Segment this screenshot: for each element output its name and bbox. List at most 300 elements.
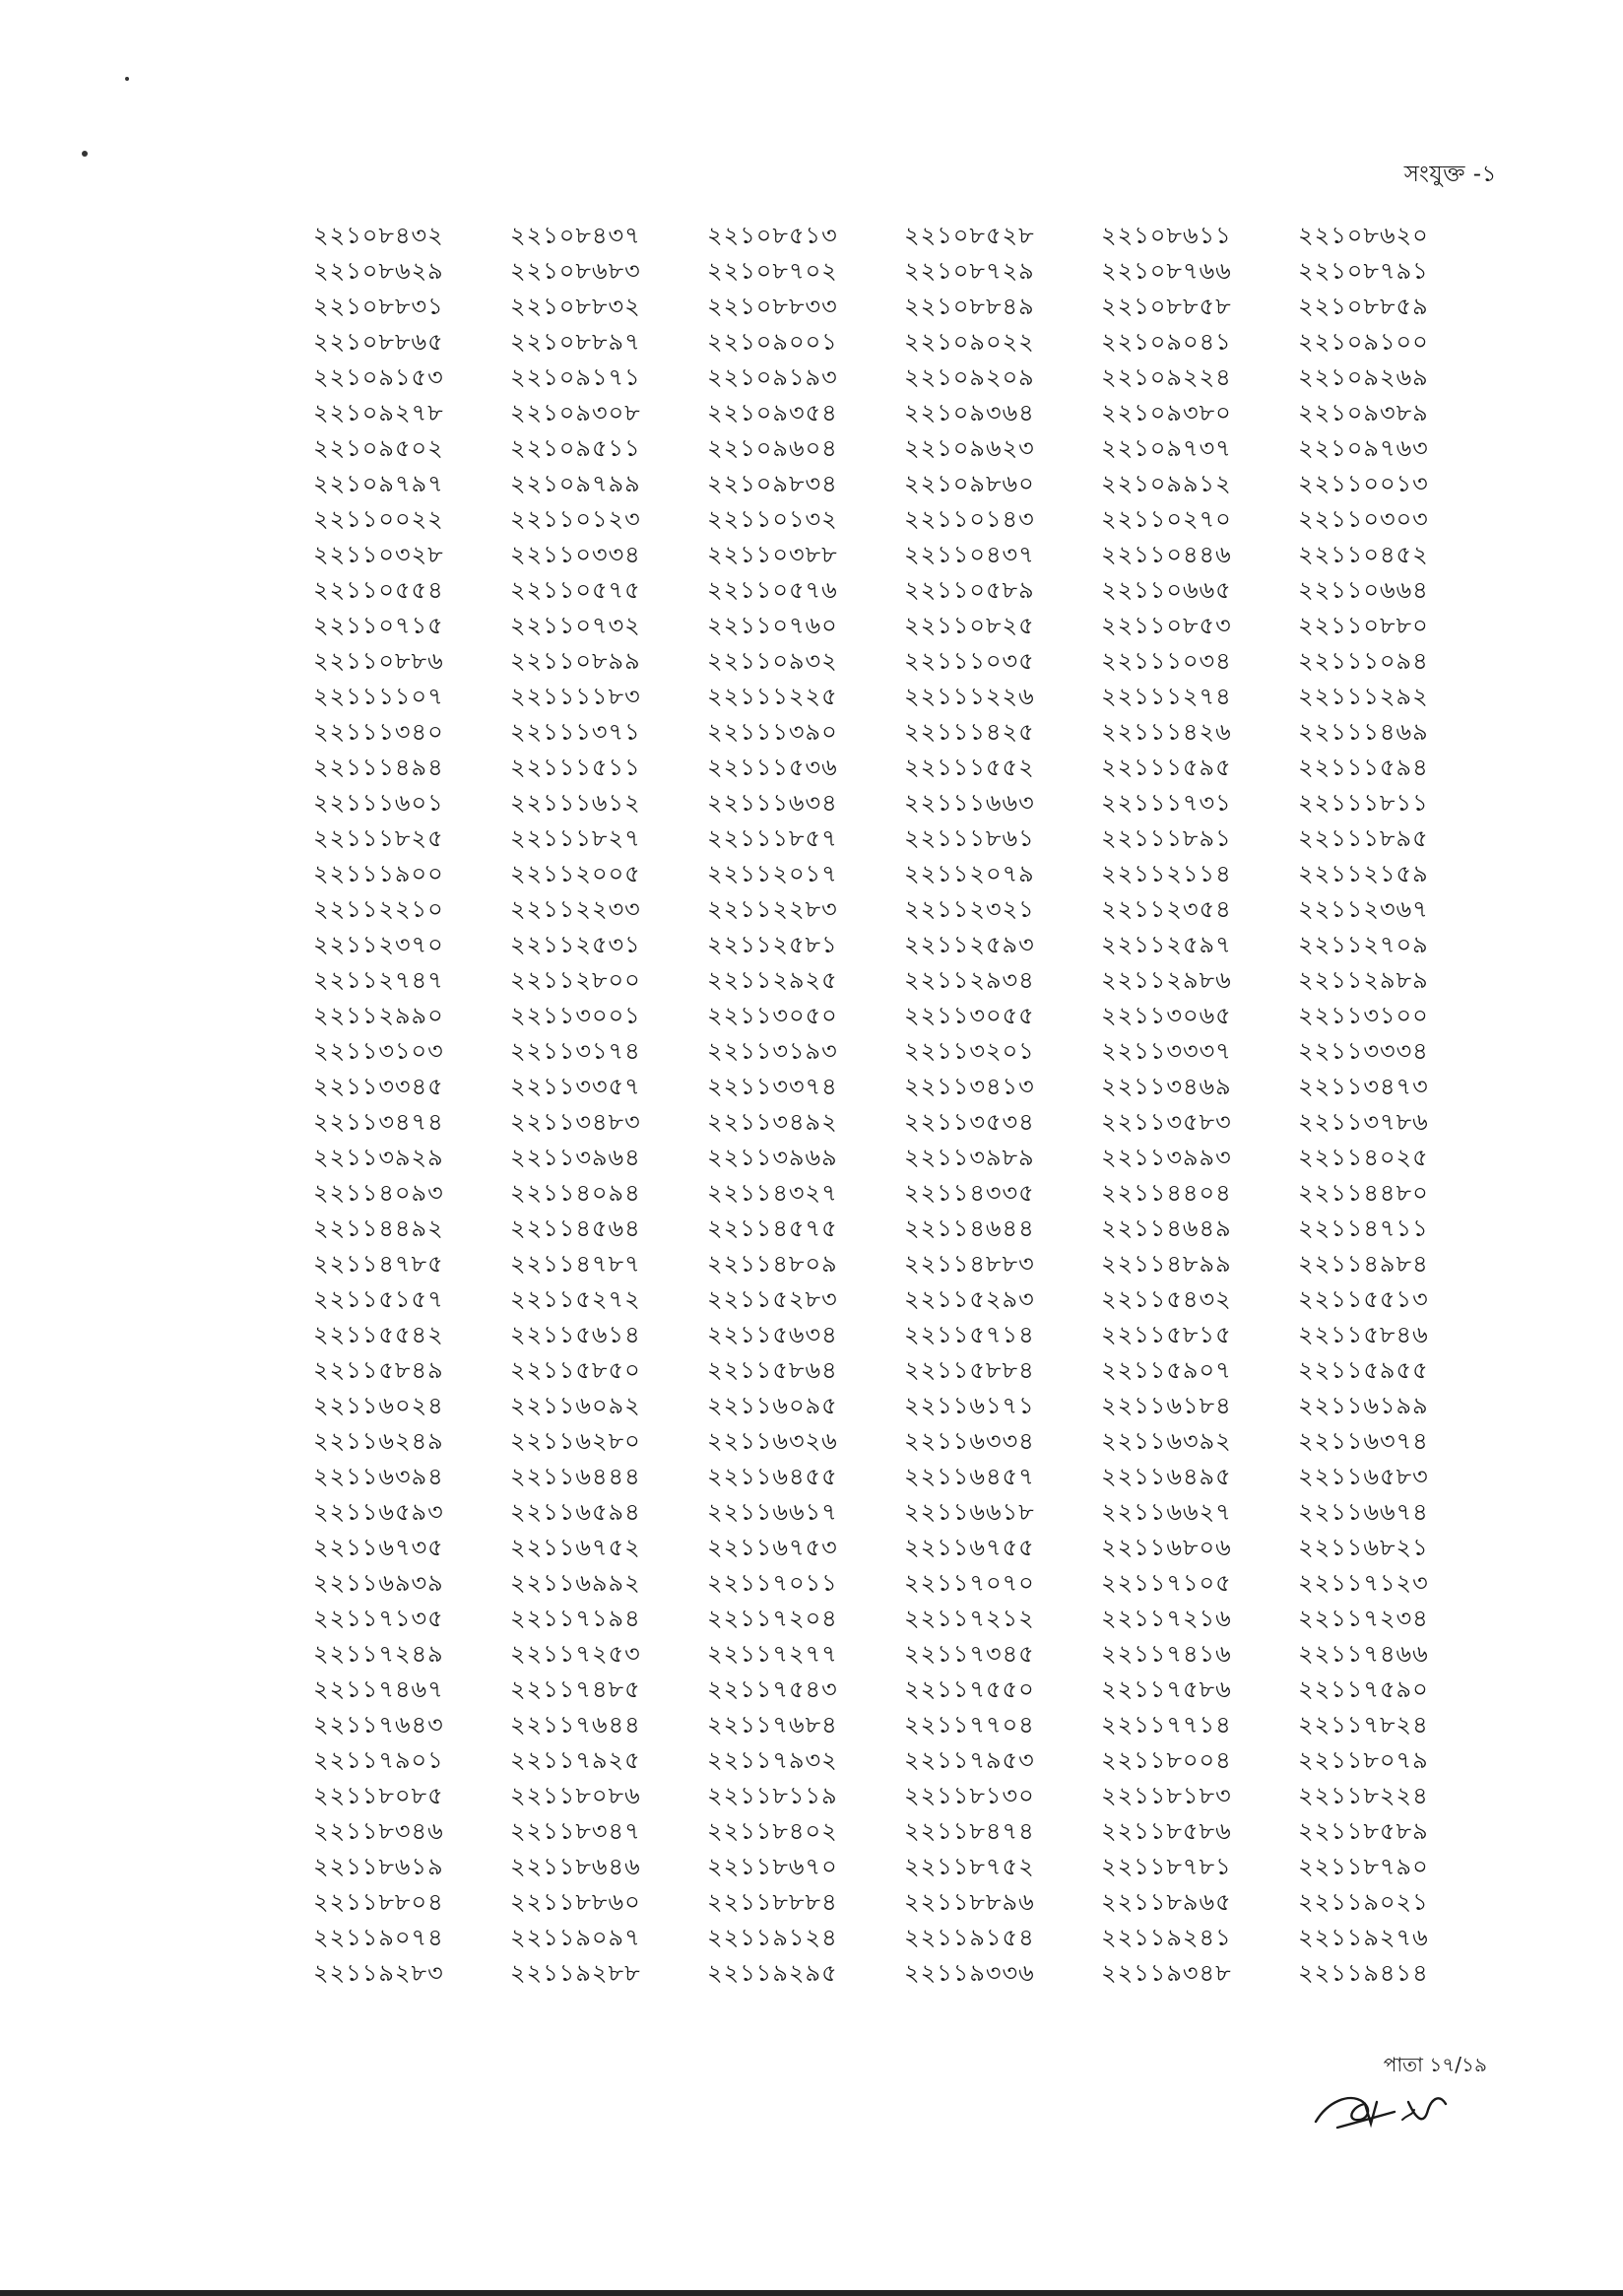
- roll-number-cell: ২২১১০৭৩২: [510, 612, 641, 639]
- roll-number-cell: ২২১০৯৬০৪: [707, 434, 838, 462]
- roll-number-cell: ২২১১৭৩৪৫: [904, 1640, 1035, 1668]
- roll-number-cell: ২২১১৫৮৪৬: [1298, 1321, 1429, 1348]
- roll-number-cell: ২২১১৯২৭৬: [1298, 1924, 1429, 1951]
- roll-number-cell: ২২১১০০১৩: [1298, 470, 1429, 497]
- roll-number-cell: ২২১১১১৮৩: [510, 683, 641, 710]
- roll-number-cell: ২২১১৬৬২৭: [1101, 1498, 1232, 1526]
- roll-number-cell: ২২১১৮৮৮৪: [707, 1888, 838, 1916]
- roll-number-cell: ২২১১৮০৮৬: [510, 1782, 641, 1809]
- roll-number-cell: ২২১১৩৫৩৪: [904, 1108, 1035, 1136]
- roll-number-cell: ২২১১২৭৪৭: [313, 966, 444, 994]
- roll-number-cell: ২২১১৬৯৩৯: [313, 1569, 444, 1597]
- roll-number-cell: ২২১১৭৫৫০: [904, 1675, 1035, 1703]
- roll-number-cell: ২২১১৫৮৮৪: [904, 1356, 1035, 1384]
- roll-number-cell: ২২১১৩০৫০: [707, 1002, 838, 1029]
- roll-number-cell: ২২১১০৮৮০: [1298, 612, 1429, 639]
- roll-number-cell: ২২১১৪৪০৪: [1101, 1179, 1232, 1207]
- roll-number-cell: ২২১১৫৫৪২: [313, 1321, 444, 1348]
- roll-number-cell: ২২১০৯২৭৮: [313, 399, 444, 426]
- roll-number-cell: ২২১১১৪৬৯: [1298, 718, 1429, 746]
- roll-number-cell: ২২১০৯৭৯৯: [510, 470, 641, 497]
- roll-number-cell: ২২১০৯৩৮০: [1101, 399, 1232, 426]
- roll-number-cell: ২২১১৬৫৯৩: [313, 1498, 444, 1526]
- roll-number-cell: ২২১১৬৮২১: [1298, 1534, 1429, 1561]
- roll-number-cell: ২২১১৩৩৩৪: [1298, 1037, 1429, 1065]
- roll-number-cell: ২২১১৬৪৯৫: [1101, 1463, 1232, 1490]
- roll-number-cell: ২২১১১৩৭১: [510, 718, 641, 746]
- roll-number-cell: ২২১১৫৯৫৫: [1298, 1356, 1429, 1384]
- roll-number-cell: ২২১০৮৬২০: [1298, 222, 1429, 249]
- roll-number-cell: ২২১১৮৪০২: [707, 1817, 838, 1845]
- roll-number-cell: ২২১১০৪৪৬: [1101, 541, 1232, 568]
- roll-number-cell: ২২১১১৮৫৭: [707, 824, 838, 852]
- roll-number-cell: ২২১১৮৬৭০: [707, 1853, 838, 1880]
- roll-number-cell: ২২১১৮৭৮১: [1101, 1853, 1232, 1880]
- roll-number-cell: ২২১১৬০৯৫: [707, 1392, 838, 1419]
- roll-number-cell: ২২১১০৬৬৫: [1101, 576, 1232, 604]
- roll-number-cell: ২২১১৪৭১১: [1298, 1214, 1429, 1242]
- roll-number-cell: ২২১০৮৬২৯: [313, 257, 444, 285]
- roll-number-cell: ২২১০৮৪৩৭: [510, 222, 641, 249]
- roll-number-cell: ২২১১৩২০১: [904, 1037, 1035, 1065]
- roll-number-cell: ২২১১৪৬৪৪: [904, 1214, 1035, 1242]
- roll-number-cell: ২২১১০৪৩৭: [904, 541, 1035, 568]
- roll-number-cell: ২২১১১৯০০: [313, 860, 444, 887]
- roll-number-cell: ২২১১৭৫৮৬: [1101, 1675, 1232, 1703]
- roll-number-cell: ২২১০৮৭৯১: [1298, 257, 1429, 285]
- roll-number-cell: ২২১১০৭১৫: [313, 612, 444, 639]
- roll-number-cell: ২২১০৮৮৯৭: [510, 328, 641, 356]
- roll-number-cell: ২২১১৪০৯৩: [313, 1179, 444, 1207]
- roll-number-cell: ২২১১১৫৯৫: [1101, 754, 1232, 781]
- roll-number-cell: ২২১০৮৮৪৯: [904, 293, 1035, 320]
- roll-number-cell: ২২১১৫৮১৫: [1101, 1321, 1232, 1348]
- roll-number-cell: ২২১১২৯৮৬: [1101, 966, 1232, 994]
- roll-number-cell: ২২১১১৪২৬: [1101, 718, 1232, 746]
- roll-number-cell: ২২১১৪৭৮৭: [510, 1250, 641, 1278]
- roll-number-cell: ২২১০৯২২৪: [1101, 363, 1232, 391]
- roll-number-cell: ২২১১৭১৯৪: [510, 1605, 641, 1632]
- roll-number-cell: ২২১১৭৪৬৭: [313, 1675, 444, 1703]
- roll-number-grid: [313, 218, 1495, 1991]
- roll-number-cell: ২২১১৩৪৬৯: [1101, 1073, 1232, 1100]
- roll-number-cell: ২২১০৯১৫৩: [313, 363, 444, 391]
- roll-number-cell: ২২১১৭৭১৪: [1101, 1711, 1232, 1738]
- roll-number-cell: ২২১১৯৩৪৮: [1101, 1959, 1232, 1987]
- roll-number-cell: ২২১১৮১১৯: [707, 1782, 838, 1809]
- roll-number-cell: ২২১১৩৪১৩: [904, 1073, 1035, 1100]
- roll-number-cell: ২২১১৩৩৫৭: [510, 1073, 641, 1100]
- roll-number-cell: ২২১১১৭৩১: [1101, 789, 1232, 817]
- roll-number-cell: ২২১০৯৩৬৪: [904, 399, 1035, 426]
- roll-number-cell: ২২১১২৫৩১: [510, 931, 641, 958]
- roll-number-cell: ২২১১৯২৮৮: [510, 1959, 641, 1987]
- roll-number-cell: ২২১১৬৩২৬: [707, 1427, 838, 1455]
- roll-number-cell: ২২১১৮৩৪৭: [510, 1817, 641, 1845]
- roll-number-cell: ২২১১৩৯৬৪: [510, 1144, 641, 1171]
- roll-number-cell: ২২১১৯৩৩৬: [904, 1959, 1035, 1987]
- roll-number-cell: ২২১১৬৭৫২: [510, 1534, 641, 1561]
- roll-number-cell: ২২১১০৬৬৪: [1298, 576, 1429, 604]
- roll-number-cell: ২২১১২৩৬৭: [1298, 895, 1429, 923]
- roll-number-cell: ২২১১১৪২৫: [904, 718, 1035, 746]
- roll-number-cell: ২২১১৯১৫৪: [904, 1924, 1035, 1951]
- roll-number-cell: ২২১১২২৩৩: [510, 895, 641, 923]
- roll-number-cell: ২২১১৪৬৪৯: [1101, 1214, 1232, 1242]
- roll-number-cell: ২২১১১৫৫২: [904, 754, 1035, 781]
- scan-speck: [125, 77, 129, 81]
- scan-edge-bar: [0, 2290, 1623, 2296]
- roll-number-cell: ২২১১২১১৪: [1101, 860, 1232, 887]
- roll-number-cell: ২২১১৭৭০৪: [904, 1711, 1035, 1738]
- roll-number-cell: ২২১১৭২৫৩: [510, 1640, 641, 1668]
- roll-number-cell: ২২১১৭২৩৪: [1298, 1605, 1429, 1632]
- roll-number-cell: ২২১১৩৯৮৯: [904, 1144, 1035, 1171]
- roll-number-cell: ২২১১০৮৯৯: [510, 647, 641, 675]
- roll-number-cell: ২২১০৮৪৩২: [313, 222, 444, 249]
- roll-number-cell: ২২১১৩৪৯২: [707, 1108, 838, 1136]
- roll-number-cell: ২২১১৪৮৮৩: [904, 1250, 1035, 1278]
- page-number: পাতা ১৭/১৯: [1383, 2053, 1487, 2076]
- roll-number-cell: ২২১০৯৫১১: [510, 434, 641, 462]
- roll-number-cell: ২২১১৭২০৪: [707, 1605, 838, 1632]
- roll-number-cell: ২২১১৭১০৫: [1101, 1569, 1232, 1597]
- roll-number-cell: ২২১১৪০৯৪: [510, 1179, 641, 1207]
- roll-number-cell: ২২১১৭৪৬৬: [1298, 1640, 1429, 1668]
- roll-number-cell: ২২১১৯০৯৭: [510, 1924, 641, 1951]
- roll-number-cell: ২২১১০৫৭৬: [707, 576, 838, 604]
- roll-number-cell: ২২১১০৯৩২: [707, 647, 838, 675]
- roll-number-cell: ২২১১৩৪৮৩: [510, 1108, 641, 1136]
- roll-number-cell: ২২১১৩৭৮৬: [1298, 1108, 1429, 1136]
- roll-number-cell: ২২১১৫৮৪৯: [313, 1356, 444, 1384]
- roll-number-cell: ২২১০৯৭৯৭: [313, 470, 444, 497]
- roll-number-cell: ২২১১৩৩৩৭: [1101, 1037, 1232, 1065]
- roll-number-cell: ২২১০৮৭০২: [707, 257, 838, 285]
- roll-number-cell: ২২১১৫৮৬৪: [707, 1356, 838, 1384]
- roll-number-cell: ২২১০৯৯১২: [1101, 470, 1232, 497]
- roll-number-cell: ২২১১৩৯৬৯: [707, 1144, 838, 1171]
- roll-number-cell: ২২১১৩৪৭৪: [313, 1108, 444, 1136]
- roll-number-cell: ২২১১২৫৯৩: [904, 931, 1035, 958]
- roll-number-cell: ২২১১৭৬৮৪: [707, 1711, 838, 1738]
- roll-number-cell: ২২১১০৩৩৪: [510, 541, 641, 568]
- roll-number-cell: ২২১১৫৮৫০: [510, 1356, 641, 1384]
- roll-number-cell: ২২১১৫৫১৩: [1298, 1285, 1429, 1313]
- roll-number-cell: ২২১০৯২০৯: [904, 363, 1035, 391]
- roll-number-cell: ২২১১২৮০০: [510, 966, 641, 994]
- roll-number-cell: ২২১১৬৭৩৫: [313, 1534, 444, 1561]
- roll-number-cell: ২২১১৮০০৪: [1101, 1746, 1232, 1774]
- roll-number-cell: ২২১১৩৩৪৫: [313, 1073, 444, 1100]
- roll-number-cell: ২২১১৭৫৪৩: [707, 1675, 838, 1703]
- roll-number-cell: ২২১১৫২৭২: [510, 1285, 641, 1313]
- roll-number-cell: ২২১০৮৫২৮: [904, 222, 1035, 249]
- roll-number-cell: ২২১১৪৫৭৫: [707, 1214, 838, 1242]
- roll-number-cell: ২২১১৩৫৮৩: [1101, 1108, 1232, 1136]
- roll-number-cell: ২২১১৯০২১: [1298, 1888, 1429, 1916]
- roll-number-cell: ২২১০৯১০০: [1298, 328, 1429, 356]
- roll-number-cell: ২২১১৮০৮৫: [313, 1782, 444, 1809]
- roll-number-cell: ২২১১১০৯৪: [1298, 647, 1429, 675]
- roll-number-cell: ২২১১৮৬৪৬: [510, 1853, 641, 1880]
- roll-number-cell: ২২১১২০১৭: [707, 860, 838, 887]
- roll-number-cell: ২২১০৮৭২৯: [904, 257, 1035, 285]
- signature: [1308, 2080, 1485, 2143]
- roll-number-cell: ২২১০৯০০১: [707, 328, 838, 356]
- roll-number-cell: ২২১১৭৯০১: [313, 1746, 444, 1774]
- roll-number-cell: ২২১১০৮৮৬: [313, 647, 444, 675]
- roll-number-cell: ২২১১২৫৮১: [707, 931, 838, 958]
- roll-number-cell: ২২১১৮১৮৩: [1101, 1782, 1232, 1809]
- roll-number-cell: ২২১১০১৩২: [707, 505, 838, 533]
- roll-number-cell: ২২১১০২৭০: [1101, 505, 1232, 533]
- roll-number-cell: ২২১১০৮৫৩: [1101, 612, 1232, 639]
- roll-number-cell: ২২১০৯৭৩৭: [1101, 434, 1232, 462]
- roll-number-cell: ২২১১৯০৭৪: [313, 1924, 444, 1951]
- roll-number-cell: ২২১১৪৩২৭: [707, 1179, 838, 1207]
- roll-number-cell: ২২১০৯৮৬০: [904, 470, 1035, 497]
- roll-number-cell: ২২১১৭৬৪৪: [510, 1711, 641, 1738]
- roll-number-cell: ২২১১৫৯০৭: [1101, 1356, 1232, 1384]
- roll-number-cell: ২২১১৯২৪১: [1101, 1924, 1232, 1951]
- roll-number-cell: ২২১০৯৬২৩: [904, 434, 1035, 462]
- roll-number-cell: ২২১১১৩৪০: [313, 718, 444, 746]
- scan-speck: [82, 151, 88, 157]
- roll-number-cell: ২২১১৩১০৩: [313, 1037, 444, 1065]
- roll-number-cell: ২২১১৬৩৯২: [1101, 1427, 1232, 1455]
- roll-number-cell: ২২১১৯২৯৫: [707, 1959, 838, 1987]
- roll-number-cell: ২২১১১৬৩৪: [707, 789, 838, 817]
- roll-number-cell: ২২১১৬২৮০: [510, 1427, 641, 1455]
- roll-number-cell: ২২১১১৫১১: [510, 754, 641, 781]
- roll-number-cell: ২২১১৭২৪৯: [313, 1640, 444, 1668]
- roll-number-cell: ২২১১১৮২৭: [510, 824, 641, 852]
- roll-number-cell: ২২১১৮০৭৯: [1298, 1746, 1429, 1774]
- roll-number-cell: ২২১১৮৮৯৬: [904, 1888, 1035, 1916]
- roll-number-cell: ২২১১৭৬৪৩: [313, 1711, 444, 1738]
- roll-number-cell: ২২১১৬৩৭৪: [1298, 1427, 1429, 1455]
- roll-number-cell: ২২১১৩১০০: [1298, 1002, 1429, 1029]
- roll-number-cell: ২২১১৩৩৭৪: [707, 1073, 838, 1100]
- annex-label: সংযুক্ত -১: [1403, 162, 1497, 187]
- roll-number-cell: ২২১১৭২১২: [904, 1605, 1035, 1632]
- roll-number-cell: ২২১১৭১২৩: [1298, 1569, 1429, 1597]
- roll-number-cell: ২২১১০৩৮৮: [707, 541, 838, 568]
- roll-number-cell: ২২১১৬৪৫৫: [707, 1463, 838, 1490]
- roll-number-cell: ২২১১৬১৮৪: [1101, 1392, 1232, 1419]
- roll-number-cell: ২২১১৫২৯৩: [904, 1285, 1035, 1313]
- roll-number-cell: ২২১১৬৭৫৫: [904, 1534, 1035, 1561]
- roll-number-cell: ২২১১৪৮৯৯: [1101, 1250, 1232, 1278]
- roll-number-cell: ২২১১৭৯৩২: [707, 1746, 838, 1774]
- roll-number-cell: ২২১১০৫৮৯: [904, 576, 1035, 604]
- roll-number-cell: ২২১১৭৯২৫: [510, 1746, 641, 1774]
- roll-number-cell: ২২১০৯১৭১: [510, 363, 641, 391]
- roll-number-cell: ২২১১২৫৯৭: [1101, 931, 1232, 958]
- roll-number-cell: ২২১১৮৫৮৬: [1101, 1817, 1232, 1845]
- roll-number-cell: ২২১১১৬৬৩: [904, 789, 1035, 817]
- roll-number-cell: ২২১১১৮৬১: [904, 824, 1035, 852]
- roll-number-cell: ২২১১২৯৯০: [313, 1002, 444, 1029]
- roll-number-cell: ২২১১২১৫৯: [1298, 860, 1429, 887]
- roll-number-cell: ২২১১৩০০১: [510, 1002, 641, 1029]
- roll-number-cell: ২২১১৬৫৯৪: [510, 1498, 641, 1526]
- roll-number-cell: ২২১১২৯৮৯: [1298, 966, 1429, 994]
- roll-number-cell: ২২১১৪৪৮০: [1298, 1179, 1429, 1207]
- roll-number-cell: ২২১১৫৭১৪: [904, 1321, 1035, 1348]
- roll-number-cell: ২২১১১৮৯৫: [1298, 824, 1429, 852]
- roll-number-cell: ২২১১৮৫৮৯: [1298, 1817, 1429, 1845]
- roll-number-cell: ২২১১১৫৯৪: [1298, 754, 1429, 781]
- roll-number-cell: ২২১১৭০৭০: [904, 1569, 1035, 1597]
- roll-number-cell: ২২১০৯৩০৮: [510, 399, 641, 426]
- roll-number-cell: ২২১১২০০৫: [510, 860, 641, 887]
- roll-number-cell: ২২১০৯১৯৩: [707, 363, 838, 391]
- roll-number-cell: ২২১০৮৮৩১: [313, 293, 444, 320]
- roll-number-cell: ২২১১০১৪৩: [904, 505, 1035, 533]
- roll-number-cell: ২২১১৪৩৩৫: [904, 1179, 1035, 1207]
- roll-number-cell: ২২১১৬০৯২: [510, 1392, 641, 1419]
- roll-number-cell: ২২১১১০৩৪: [1101, 647, 1232, 675]
- roll-number-cell: ২২১০৮৫১৩: [707, 222, 838, 249]
- roll-number-cell: ২২১১২৩৭০: [313, 931, 444, 958]
- roll-number-cell: ২২১১৭২৭৭: [707, 1640, 838, 1668]
- roll-number-cell: ২২১১২৩৫৪: [1101, 895, 1232, 923]
- roll-number-cell: ২২১০৯৭৬৩: [1298, 434, 1429, 462]
- roll-number-cell: ২২১১২৯৩৪: [904, 966, 1035, 994]
- roll-number-cell: ২২১০৯৩৫৪: [707, 399, 838, 426]
- roll-number-cell: ২২১১৬৪৫৭: [904, 1463, 1035, 1490]
- roll-number-cell: ২২১১১২৯২: [1298, 683, 1429, 710]
- roll-number-cell: ২২১১২২৮৩: [707, 895, 838, 923]
- roll-number-cell: ২২১১৩৯৯৩: [1101, 1144, 1232, 1171]
- roll-number-cell: ২২১১০৫৭৫: [510, 576, 641, 604]
- roll-number-cell: ২২১১১২৭৪: [1101, 683, 1232, 710]
- roll-number-cell: ২২১১১০৩৫: [904, 647, 1035, 675]
- roll-number-cell: ২২১১১৬০১: [313, 789, 444, 817]
- roll-number-cell: ২২১১৬৮০৬: [1101, 1534, 1232, 1561]
- roll-number-cell: ২২১১৭৫৯০: [1298, 1675, 1429, 1703]
- roll-number-cell: ২২১০৯০৪১: [1101, 328, 1232, 356]
- roll-number-cell: ২২১১৬৩৯৪: [313, 1463, 444, 1490]
- roll-number-cell: ২২১১৮২২৪: [1298, 1782, 1429, 1809]
- roll-number-cell: ২২১১৭৪৮৫: [510, 1675, 641, 1703]
- roll-number-cell: ২২১০৮৮৬৫: [313, 328, 444, 356]
- roll-number-cell: ২২১১৮৮০৪: [313, 1888, 444, 1916]
- roll-number-cell: ২২১১২২১০: [313, 895, 444, 923]
- roll-number-cell: ২২১০৮৭৬৬: [1101, 257, 1232, 285]
- roll-number-cell: ২২১১৬৬১৭: [707, 1498, 838, 1526]
- roll-number-cell: ২২১১৬৫৮৩: [1298, 1463, 1429, 1490]
- roll-number-cell: ২২১১৮৮৬০: [510, 1888, 641, 1916]
- roll-number-cell: ২২১১১৬১২: [510, 789, 641, 817]
- roll-number-cell: ২২১১৮৩৪৬: [313, 1817, 444, 1845]
- roll-number-cell: ২২১১১৩৯০: [707, 718, 838, 746]
- roll-number-cell: ২২১১৪৭৮৫: [313, 1250, 444, 1278]
- roll-number-cell: ২২১১০০২২: [313, 505, 444, 533]
- roll-number-cell: ২২১১২৯২৫: [707, 966, 838, 994]
- roll-number-cell: ২২১১৭২১৬: [1101, 1605, 1232, 1632]
- roll-number-cell: ২২১০৮৬৮৩: [510, 257, 641, 285]
- roll-number-cell: ২২১১৩৪৭৩: [1298, 1073, 1429, 1100]
- roll-number-cell: ২২১১১২২৫: [707, 683, 838, 710]
- roll-number-cell: ২২১০৮৮৫৯: [1298, 293, 1429, 320]
- roll-number-cell: ২২১১৬৪৪৪: [510, 1463, 641, 1490]
- roll-number-cell: ২২১১৬৩৩৪: [904, 1427, 1035, 1455]
- roll-number-cell: ২২১১০৩২৮: [313, 541, 444, 568]
- roll-number-cell: ২২১১৬৬৭৪: [1298, 1498, 1429, 1526]
- roll-number-cell: ২২১১৮১৩০: [904, 1782, 1035, 1809]
- roll-number-cell: ২২১০৮৮৩২: [510, 293, 641, 320]
- roll-number-cell: ২২১১৮৪৭৪: [904, 1817, 1035, 1845]
- roll-number-cell: ২২১১১৮১১: [1298, 789, 1429, 817]
- roll-number-cell: ২২১১৮৯৬৫: [1101, 1888, 1232, 1916]
- roll-number-cell: ২২১১৩০৬৫: [1101, 1002, 1232, 1029]
- roll-number-cell: ২২১১৬১৯৯: [1298, 1392, 1429, 1419]
- roll-number-cell: ২২১১২৩২১: [904, 895, 1035, 923]
- roll-number-cell: ২২১১৫৪৩২: [1101, 1285, 1232, 1313]
- roll-number-cell: ২২১০৮৮৫৮: [1101, 293, 1232, 320]
- roll-number-cell: ২২১০৯২৬৯: [1298, 363, 1429, 391]
- roll-number-cell: ২২১০৮৬১১: [1101, 222, 1232, 249]
- roll-number-cell: ২২১১০৮২৫: [904, 612, 1035, 639]
- roll-number-cell: ২২১১৯৪১৪: [1298, 1959, 1429, 1987]
- roll-number-cell: ২২১১৫৬৩৪: [707, 1321, 838, 1348]
- roll-number-cell: ২২১১৭১৩৫: [313, 1605, 444, 1632]
- roll-number-cell: ২২১১৩৯২৯: [313, 1144, 444, 1171]
- roll-number-cell: ২২১১২০৭৯: [904, 860, 1035, 887]
- roll-number-cell: ২২১১১১০৭: [313, 683, 444, 710]
- roll-number-cell: ২২১১৪০২৫: [1298, 1144, 1429, 1171]
- roll-number-cell: ২২১১৪৫৬৪: [510, 1214, 641, 1242]
- roll-number-cell: ২২১১০১২৩: [510, 505, 641, 533]
- roll-number-cell: ২২১১১৮৯১: [1101, 824, 1232, 852]
- signature-mark: [1308, 2080, 1485, 2139]
- roll-number-cell: ২২১১১৫৩৬: [707, 754, 838, 781]
- roll-number-cell: ২২১১৫২৮৩: [707, 1285, 838, 1313]
- roll-number-cell: ২২১১৭৯৫৩: [904, 1746, 1035, 1774]
- roll-number-cell: ২২১১৩০৫৫: [904, 1002, 1035, 1029]
- roll-number-cell: ২২১১৭০১১: [707, 1569, 838, 1597]
- roll-number-cell: ২২১১৮৭৫২: [904, 1853, 1035, 1880]
- roll-number-cell: ২২১১৫১৫৭: [313, 1285, 444, 1313]
- roll-number-cell: ২২১১৬১৭১: [904, 1392, 1035, 1419]
- roll-number-cell: ২২১১৬৭৫৩: [707, 1534, 838, 1561]
- roll-number-cell: ২২১১০৭৬০: [707, 612, 838, 639]
- roll-number-cell: ২২১১৭৮২৪: [1298, 1711, 1429, 1738]
- roll-number-cell: ২২১১৬৯৯২: [510, 1569, 641, 1597]
- roll-number-cell: ২২১১৬৬১৮: [904, 1498, 1035, 1526]
- roll-number-cell: ২২১১১৮২৫: [313, 824, 444, 852]
- roll-number-cell: ২২১১৩১৯৩: [707, 1037, 838, 1065]
- roll-number-cell: ২২১১১৪৯৪: [313, 754, 444, 781]
- roll-number-cell: ২২১১৯২৮৩: [313, 1959, 444, 1987]
- roll-number-cell: ২২১১০৫৫৪: [313, 576, 444, 604]
- roll-number-cell: ২২১১৩১৭৪: [510, 1037, 641, 1065]
- roll-number-cell: ২২১১০৪৫২: [1298, 541, 1429, 568]
- roll-number-cell: ২২১১৬২৪৯: [313, 1427, 444, 1455]
- roll-number-cell: ২২১১৪৮০৯: [707, 1250, 838, 1278]
- roll-number-cell: ২২১০৯৮৩৪: [707, 470, 838, 497]
- roll-number-cell: ২২১০৯০২২: [904, 328, 1035, 356]
- roll-number-cell: ২২১১৮৬১৯: [313, 1853, 444, 1880]
- roll-number-cell: ২২১০৯৫০২: [313, 434, 444, 462]
- roll-number-cell: ২২১০৮৮৩৩: [707, 293, 838, 320]
- roll-number-cell: ২২১১৯১২৪: [707, 1924, 838, 1951]
- roll-number-cell: ২২১১০৩০৩: [1298, 505, 1429, 533]
- roll-number-cell: ২২১১২৭০৯: [1298, 931, 1429, 958]
